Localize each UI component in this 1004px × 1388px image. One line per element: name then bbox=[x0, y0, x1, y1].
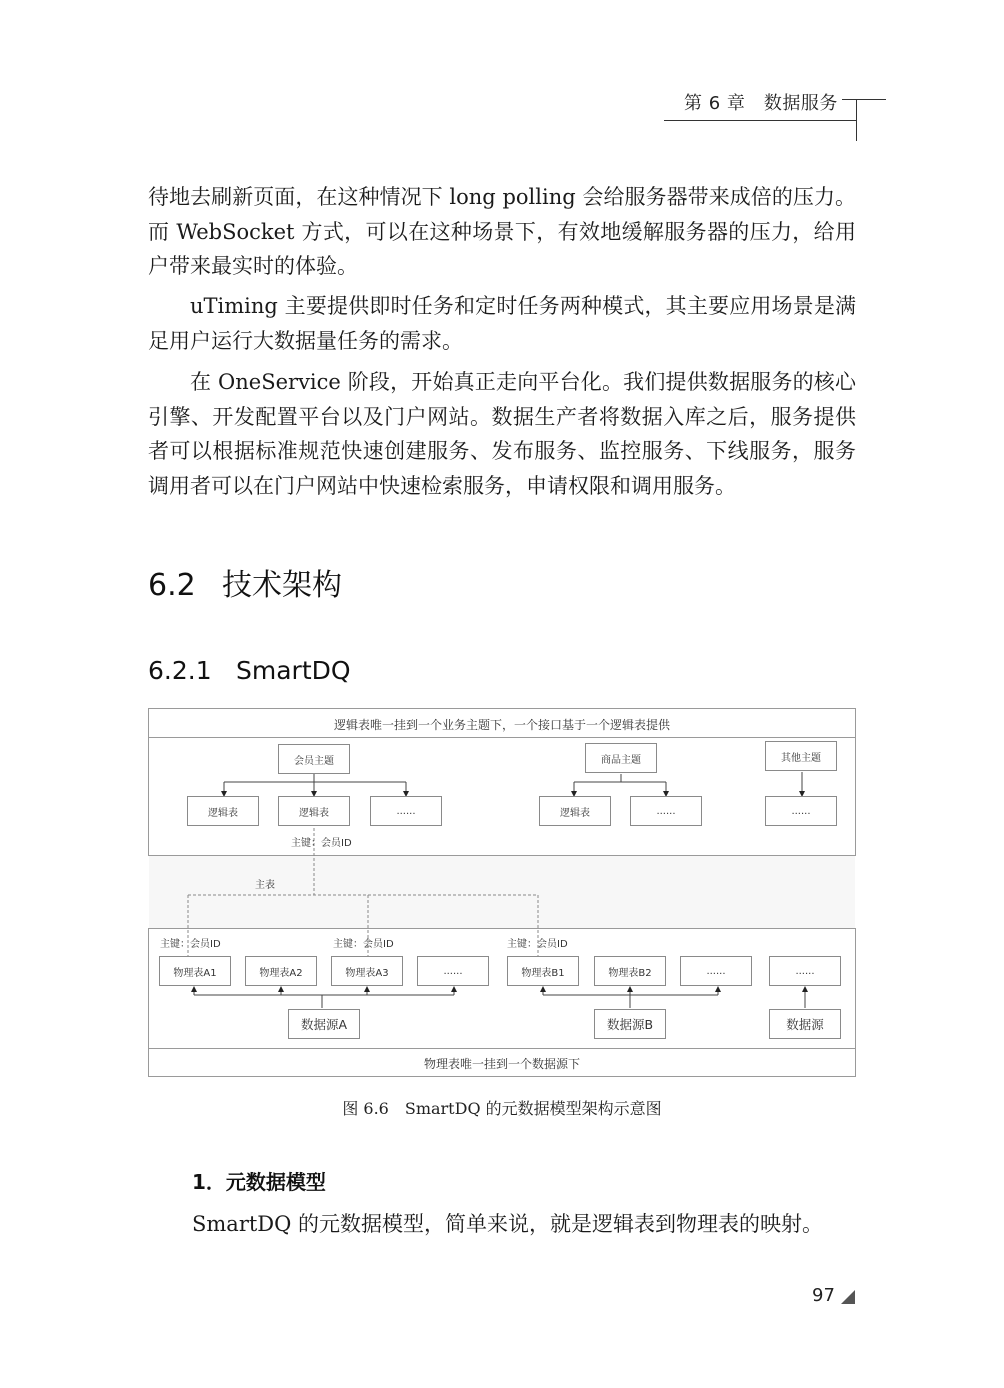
running-head: 第 6 章 数据服务 bbox=[684, 93, 838, 114]
section-title: 技术架构 bbox=[222, 568, 342, 603]
logical-table-6: ...... bbox=[765, 796, 837, 826]
logical-table-5: ...... bbox=[630, 796, 702, 826]
topic-member: 会员主题 bbox=[278, 744, 350, 774]
header-rule-vertical bbox=[856, 99, 857, 141]
metadata-architecture-diagram bbox=[148, 708, 856, 1077]
topic-product: 商品主题 bbox=[585, 743, 657, 773]
physical-table-a-more: ...... bbox=[417, 956, 489, 986]
topic-other: 其他主题 bbox=[765, 741, 837, 771]
logical-table-1: 逻辑表 bbox=[187, 796, 259, 826]
diagram-top-title: 逻辑表唯一挂到一个业务主题下，一个接口基于一个逻辑表提供 bbox=[333, 718, 670, 732]
page-number: 97 bbox=[812, 1285, 835, 1306]
subsubsection-heading bbox=[192, 1166, 326, 1195]
diagram-connectors bbox=[148, 708, 856, 1077]
page-corner-triangle-icon bbox=[840, 1289, 856, 1305]
header-rule bbox=[664, 120, 856, 121]
primary-key-label-a1: 主键：会员ID bbox=[160, 939, 221, 950]
header-rule-top bbox=[842, 99, 886, 100]
paragraph-2: uTiming 主要提供即时任务和定时任务两种模式，其主要应用场景是满足用户运行大数据量任务的需求。 bbox=[148, 294, 856, 353]
subsubsection-title: 元数据模型 bbox=[225, 1170, 326, 1194]
main-table-label: 主表 bbox=[255, 880, 275, 891]
primary-key-label-logical: 主键：会员ID bbox=[291, 838, 352, 849]
physical-table-a3: 物理表A3 bbox=[331, 956, 403, 986]
paragraph-4: SmartDQ 的元数据模型，简单来说，就是逻辑表到物理表的映射。 bbox=[192, 1212, 824, 1236]
subsection-title: SmartDQ bbox=[236, 656, 351, 685]
physical-table-b1: 物理表B1 bbox=[507, 956, 579, 986]
subsubsection-number: 1． bbox=[192, 1170, 226, 1194]
logical-table-2: 逻辑表 bbox=[278, 796, 350, 826]
data-source-other: 数据源 bbox=[769, 1009, 841, 1039]
primary-key-label-a3: 主键：会员ID bbox=[333, 939, 394, 950]
diagram-bottom-title: 物理表唯一挂到一个数据源下 bbox=[423, 1057, 580, 1071]
physical-table-a1: 物理表A1 bbox=[159, 956, 231, 986]
subsection-number: 6.2.1 bbox=[148, 656, 212, 685]
paragraph-3: 在 OneService 阶段，开始真正走向平台化。我们提供数据服务的核心引擎、开发配置平台以及门户网站。数据生产者将数据入库之后，服务提供者可以根据标准规范快速创建服务、发布服务、监控服务、下线服务，服务调用者可以在门户网站中快速检索服务，申请权限和调用服务。 bbox=[148, 370, 856, 498]
physical-table-b-more: ...... bbox=[680, 956, 752, 986]
logical-table-4: 逻辑表 bbox=[539, 796, 611, 826]
section-heading bbox=[148, 560, 342, 604]
subsection-heading bbox=[148, 656, 351, 685]
paragraph-1: 待地去刷新页面，在这种情况下 long polling 会给服务器带来成倍的压力。而 WebSocket 方式，可以在这种场景下，有效地缓解服务器的压力，给用户带来最实时的体验。 bbox=[148, 185, 856, 278]
physical-table-b2: 物理表B2 bbox=[594, 956, 666, 986]
section-number: 6.2 bbox=[148, 568, 196, 603]
data-source-b: 数据源B bbox=[594, 1009, 666, 1039]
physical-table-other: ...... bbox=[769, 956, 841, 986]
figure-caption: 图 6.6 SmartDQ 的元数据模型架构示意图 bbox=[342, 1099, 662, 1118]
physical-table-a2: 物理表A2 bbox=[245, 956, 317, 986]
primary-key-label-b1: 主键：会员ID bbox=[507, 939, 568, 950]
data-source-a: 数据源A bbox=[288, 1009, 360, 1039]
logical-table-3: ...... bbox=[370, 796, 442, 826]
